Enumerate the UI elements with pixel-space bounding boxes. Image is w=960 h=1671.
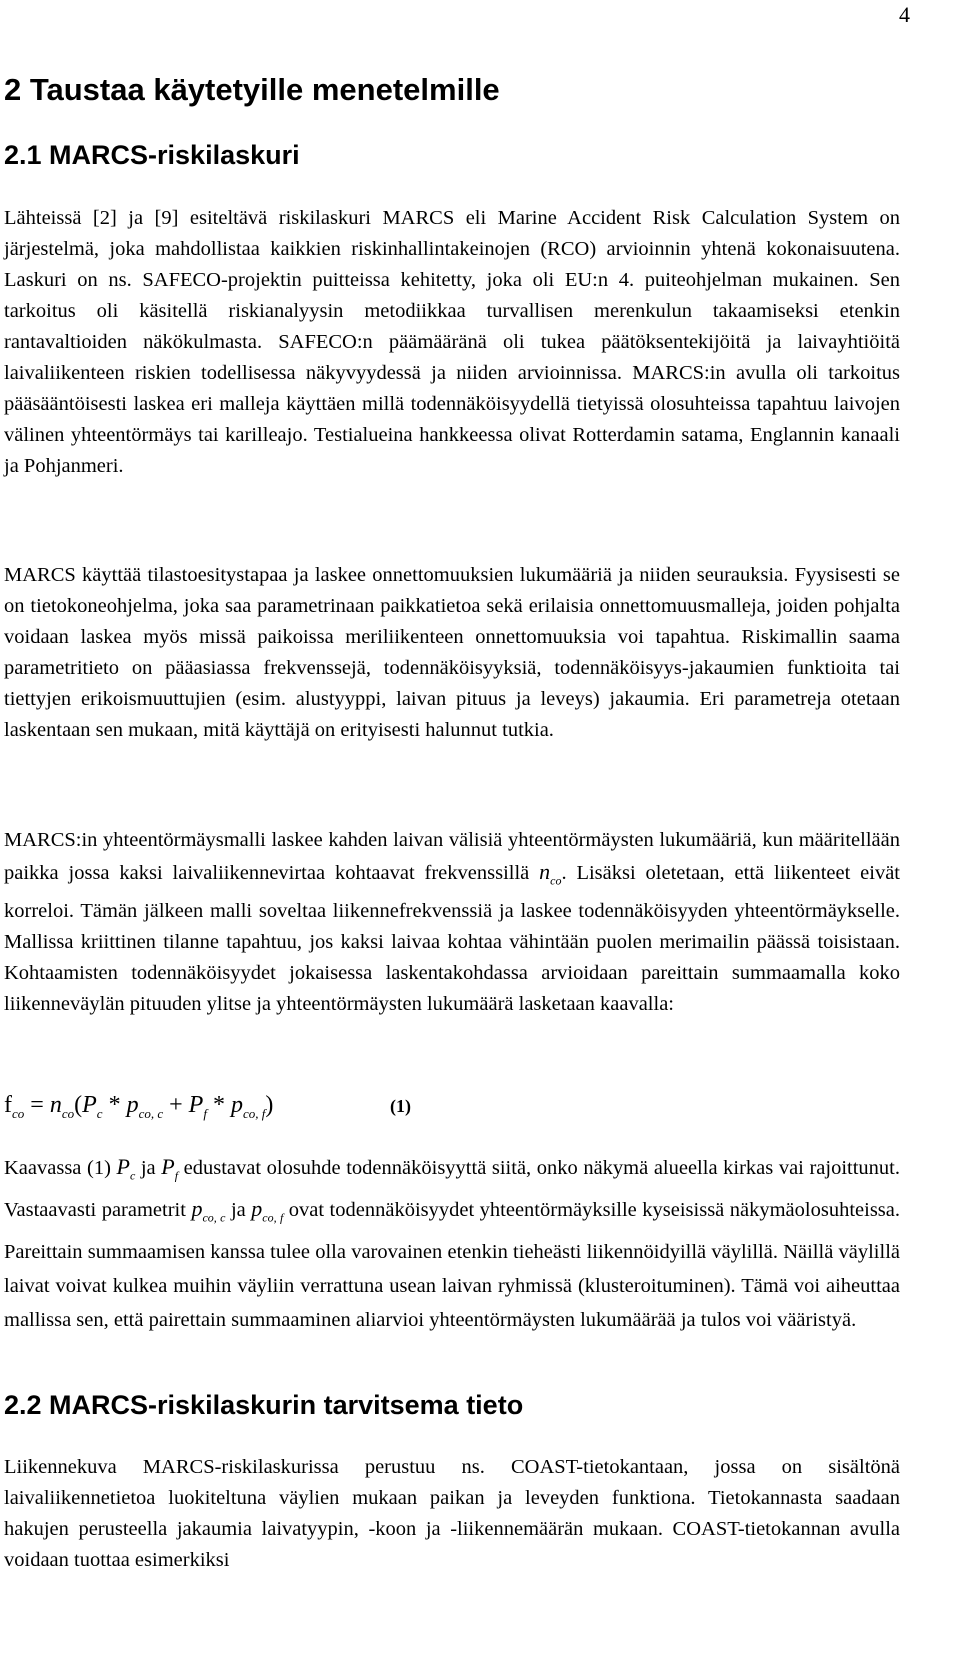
paragraph-coast-database: Liikennekuva MARCS-riskilaskurissa perustuu ns. COAST-tietokantaan, jossa on sisältönä laivaliikennetietoa luokiteltuna väylien mukaan paikan ja leveyden funktiona. Tietokannasta saadaan hakujen perusteella jakaumia laivatyypin, -koon ja -liikennemäärän mukaan. COAST-tietokannan avulla voidaan tuottaa esimerkiksi	[4, 1456, 900, 1571]
paragraph-statistics: MARCS käyttää tilastoesitystapaa ja laskee onnettomuuksien lukumääriä ja niiden seurauksia. Fyysisesti se on tietokoneohjelma, joka saa parametrinaan paikkatietoa sekä erilaisia onnettomuusmalleja, joiden pohjalta voidaan laskea myös missä paikoissa meriliikenteen onnettomuuksia voi tapahtua. Riskimallin saama parametritieto on pääasiassa frekvenssejä, todennäköisyyksiä, todennäköisyys-jakaumien funktioita tai tiettyjen erikoismuuttujien (esim. alustyyppi, laivan pituus ja leveys) jakaumia. Eri parametreja otetaan laskentaan sen mukaan, mitä käyttäjä on erityisesti halunnut tutkia.	[4, 564, 900, 741]
section-2-2-heading: 2.2 MARCS-riskilaskurin tarvitsema tieto	[4, 1390, 524, 1420]
paragraph-collision-model-text-b: . Lisäksi oletetaan, että liikenteet eivät korreloi. Tämän jälkeen malli soveltaa liikennefrekvenssiä ja laskee todennäköisyyden yhteentörmäykselle. Mallissa kriittinen tilanne tapahtuu, jos kaksi laivaa kohtaa vähintään puolen merimailin päässä toisistaan. Kohtaamisten todennäköisyydet jokaisessa laskentakohdassa arvioidaan pareittain summaamalla koko liikenneväylän pituuden ylitse ja yhteentörmäysten lukumäärä lasketaan kaavalla:	[4, 862, 900, 1016]
paragraph-formula-explanation: Kaavassa (1) $P_c$ ja $P_f$ edustavat olosuhde todennäköisyyttä siitä, onko näkymä alueella kirkas vai rajoittunut. Vastaavasti parametrit $p_{co, c}$ ja $p_{co, f}$ ovat todennäköisyydet yhteentörmäyksille kyseisissä näkymäolosuhteissa. Pareittain summaamisen kanssa tulee olla varovainen etenkin tieheästi liikennöidyillä väylillä. Näillä väylillä laivat voivat kulkea muihin väyliin verrattuna usean laivan ryhmissä (klusteroituminen). Tämä voi aiheuttaa mallissa sen, että pairettain summaaminen aliarvioi yhteentörmäysten lukumäärää ja tulos voi vääristyä.	[4, 1154, 901, 1331]
equation-number: (1)	[390, 1096, 411, 1116]
paragraph-collision-model	[4, 825, 900, 1020]
variable-p-co-f: $p_{co, f}$	[251, 1196, 284, 1225]
variable-n-co: $n_{co}$	[539, 859, 562, 888]
section-2-1-heading: 2.1 MARCS-riskilaskuri	[4, 140, 300, 170]
paragraph-collision-model-text-a: MARCS:in yhteentörmäysmalli laskee kahden laivan välisiä yhteentörmäysten lukumääriä, kun määritellään paikka jossa kaksi laivaliikennevirtaa kohtaavat frekvenssillä	[4, 829, 900, 884]
variable-p-c: $P_c$	[116, 1154, 136, 1183]
chapter-heading: 2 Taustaa käytetyille menetelmille	[4, 72, 500, 107]
paragraph-intro: Lähteissä [2] ja [9] esiteltävä riskilaskuri MARCS eli Marine Accident Risk Calculation System on järjestelmä, joka mahdollistaa kaikkien riskinhallintakeinojen (RCO) arvioinnin yhtenä kokonaisuutena. Laskuri on ns. SAFECO-projektin puitteissa kehitetty, joka oli EU:n 4. puiteohjelman mukainen. Sen tarkoitus oli käsitellä riskianalyysin metodiikkaa turvallisen merenkulun takaamiseksi etenkin rantavaltioiden näkökulmasta. SAFECO:n päämääränä oli tukea päätöksentekijöitä ja laivayhtiöitä laivaliikenteen riskien todellisessa näkyvyydessä ja niiden arvioinnissa. MARCS:in avulla oli tarkoitus pääsääntöisesti laskea eri malleja käyttäen millä todennäköisyydellä tietyissä olosuhteissa tapahtuu laivojen välinen yhteentörmäys tai karilleajo. Testialueina hankkeessa olivat Rotterdamin satama, Englannin kanaali ja Pohjanmeri.	[4, 207, 900, 477]
page-number: 4	[899, 2, 910, 27]
variable-p-f: $P_f$	[161, 1154, 179, 1183]
collision-formula: $f_{co} = n_{co}(P_c * p_{co, c} + P_f * p_{co, f})$	[4, 1092, 274, 1121]
variable-p-co-c: $p_{co, c}$	[191, 1196, 226, 1225]
